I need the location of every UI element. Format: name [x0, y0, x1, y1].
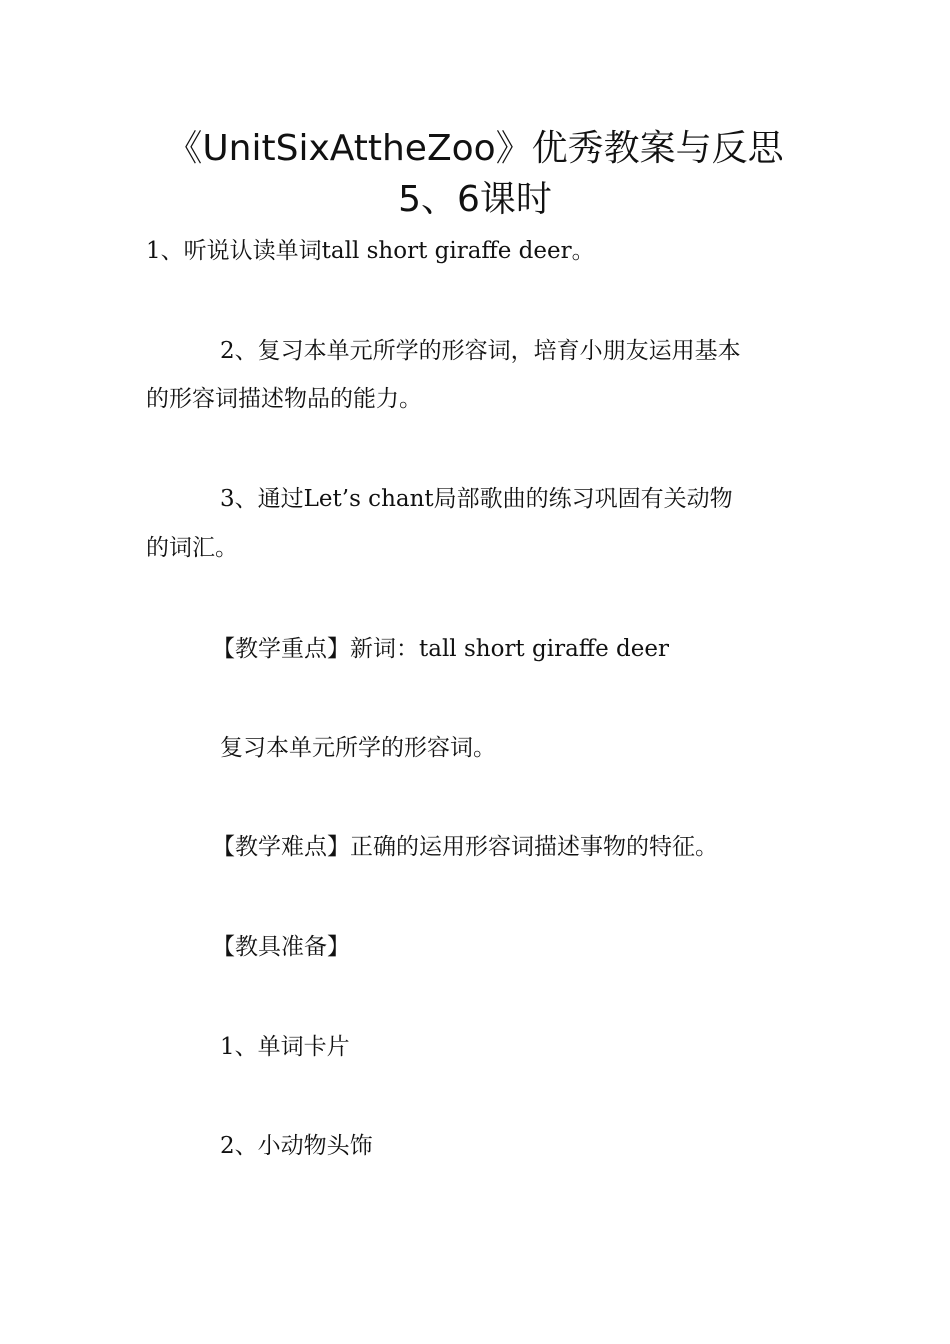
key-points-text: 新词：tall short giraffe deer: [350, 636, 669, 662]
page-subtitle: 5、6课时: [398, 179, 552, 220]
difficulties-text: 正确的运用形容词描述事物的特征。: [350, 834, 718, 860]
difficulties: [212, 832, 718, 862]
objective-3-line-2: 的词汇。: [146, 535, 238, 561]
key-points-label: 【教学重点】: [212, 636, 350, 662]
materials-item-1: 1、单词卡片: [220, 1034, 350, 1060]
page-title: 《UnitSixAttheZoo》优秀教案与反思: [166, 128, 784, 169]
objective-2-line-1: 2、复习本单元所学的形容词，培育小朋友运用基本: [220, 338, 741, 364]
materials-item-2: 2、小动物头饰: [220, 1133, 373, 1159]
difficulties-label: 【教学难点】: [212, 834, 350, 860]
materials-label: 【教具准备】: [212, 934, 350, 960]
key-points-review: 复习本单元所学的形容词。: [220, 735, 496, 761]
objective-2-line-2: 的形容词描述物品的能力。: [146, 386, 422, 412]
objective-1: 1、听说认读单词tall short giraffe deer。: [146, 238, 595, 264]
objective-3-line-1: 3、通过Let’s chant局部歌曲的练习巩固有关动物: [220, 486, 733, 512]
key-points: [212, 634, 669, 664]
